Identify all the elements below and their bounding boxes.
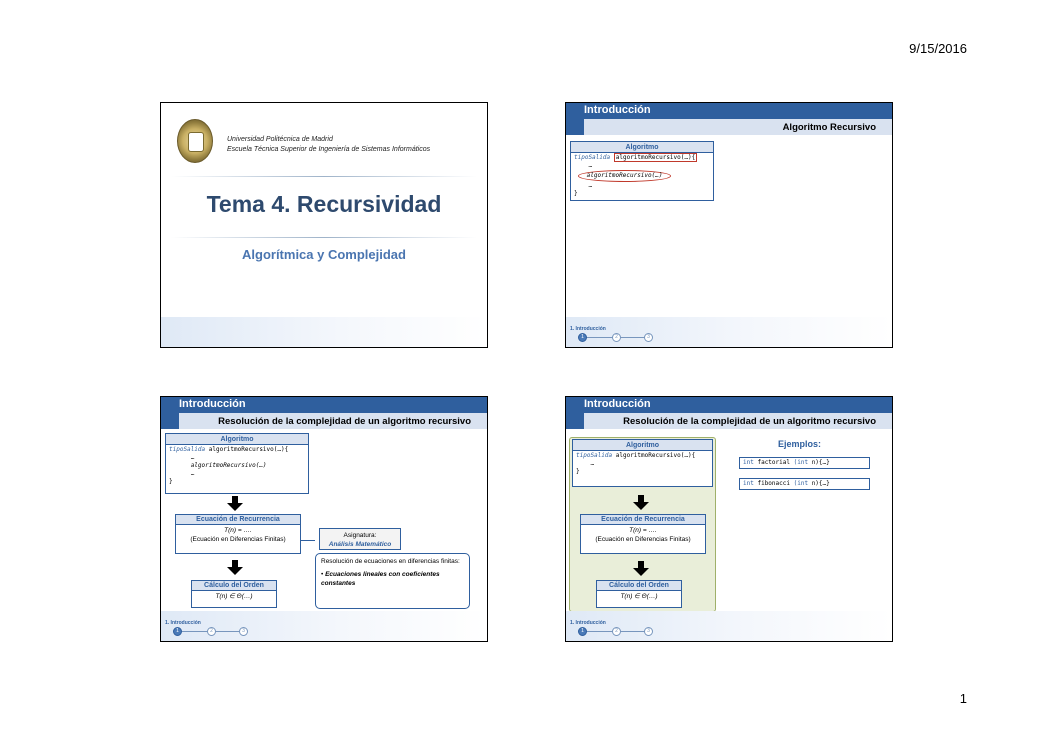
progress-steps <box>578 333 658 343</box>
algorithm-header: Algoritmo <box>571 142 713 153</box>
down-arrow-icon <box>633 495 649 509</box>
subject-box: Asignatura: Análisis Matemático <box>319 528 401 550</box>
order-box: Cálculo del Orden T(n) ∈ Θ(…) <box>596 580 682 608</box>
note-box: Resolución de ecuaciones en diferencias finitas: • Ecuaciones lineales con coeficientes constantes <box>315 553 470 609</box>
slide-subtitle: Resolución de la complejidad de un algoritmo recursivo <box>218 416 471 427</box>
progress-steps <box>173 627 253 637</box>
slide-subtitle: Algorítmica y Complejidad <box>242 247 406 262</box>
footer-band <box>161 317 487 347</box>
university-seal-icon <box>177 119 213 163</box>
divider <box>171 237 477 238</box>
step-1[interactable]: 1 <box>173 627 182 636</box>
algorithm-header: Algoritmo <box>166 434 308 445</box>
page-date: 9/15/2016 <box>909 41 967 56</box>
down-arrow-icon <box>227 560 243 574</box>
slide-resolucion-complejidad[interactable] <box>160 396 488 642</box>
slide-subtitle: Algoritmo Recursivo <box>782 122 876 133</box>
footer-section-label: 1. Introducción <box>570 326 606 332</box>
algorithm-header: Algoritmo <box>573 440 712 451</box>
step-3[interactable]: 3 <box>644 627 653 636</box>
algorithm-box <box>570 141 714 201</box>
divider <box>171 176 477 177</box>
slide-main-title: Tema 4. Recursividad <box>206 191 442 217</box>
recurrence-box: Ecuación de Recurrencia T(n) = …. (Ecuación en Diferencias Finitas) <box>580 514 706 554</box>
example-fibonacci[interactable]: int fibonacci (int n){…} <box>739 478 870 490</box>
university-name: Universidad Politécnica de Madrid Escuela Técnica Superior de Ingeniería de Sistemas Informáticos <box>227 136 431 153</box>
step-1[interactable]: 1 <box>578 627 587 636</box>
step-2[interactable]: 2 <box>612 333 621 342</box>
example-factorial[interactable]: int factorial (int n){…} <box>739 457 870 469</box>
page-number: 1 <box>959 691 967 706</box>
slide-subtitle: Resolución de la complejidad de un algoritmo recursivo <box>623 416 876 427</box>
slide-ejemplos[interactable] <box>565 396 893 642</box>
step-3[interactable]: 3 <box>239 627 248 636</box>
highlight-oval: algoritmoRecursivo(…) <box>578 170 672 182</box>
down-arrow-icon <box>633 561 649 575</box>
step-2[interactable]: 2 <box>207 627 216 636</box>
algorithm-box <box>165 433 309 494</box>
code-block: tipoSalida algoritmoRecursivo(…){ … algoritmoRecursivo(…) … } <box>169 446 289 485</box>
step-1[interactable]: 1 <box>578 333 587 342</box>
down-arrow-icon <box>227 496 243 510</box>
section-title: Introducción <box>584 398 651 410</box>
footer-section-label: 1. Introducción <box>165 620 201 626</box>
examples-title: Ejemplos: <box>778 439 822 449</box>
code-block: tipoSalida algoritmoRecursivo(…){ … algoritmoRecursivo(…) … } <box>574 154 696 197</box>
highlight-rect: algoritmoRecursivo(…){ <box>615 154 696 161</box>
section-title: Introducción <box>179 398 246 410</box>
step-3[interactable]: 3 <box>644 333 653 342</box>
algorithm-box <box>572 439 713 487</box>
slide-title[interactable] <box>160 102 488 348</box>
section-title: Introducción <box>584 104 651 116</box>
slide-algoritmo-recursivo[interactable] <box>565 102 893 348</box>
progress-steps <box>578 627 658 637</box>
code-block: tipoSalida algoritmoRecursivo(…){ … } <box>576 452 696 475</box>
step-2[interactable]: 2 <box>612 627 621 636</box>
footer-section-label: 1. Introducción <box>570 620 606 626</box>
order-box: Cálculo del Orden T(n) ∈ Θ(…) <box>191 580 277 608</box>
recurrence-box: Ecuación de Recurrencia T(n) = …. (Ecuación en Diferencias Finitas) <box>175 514 301 554</box>
